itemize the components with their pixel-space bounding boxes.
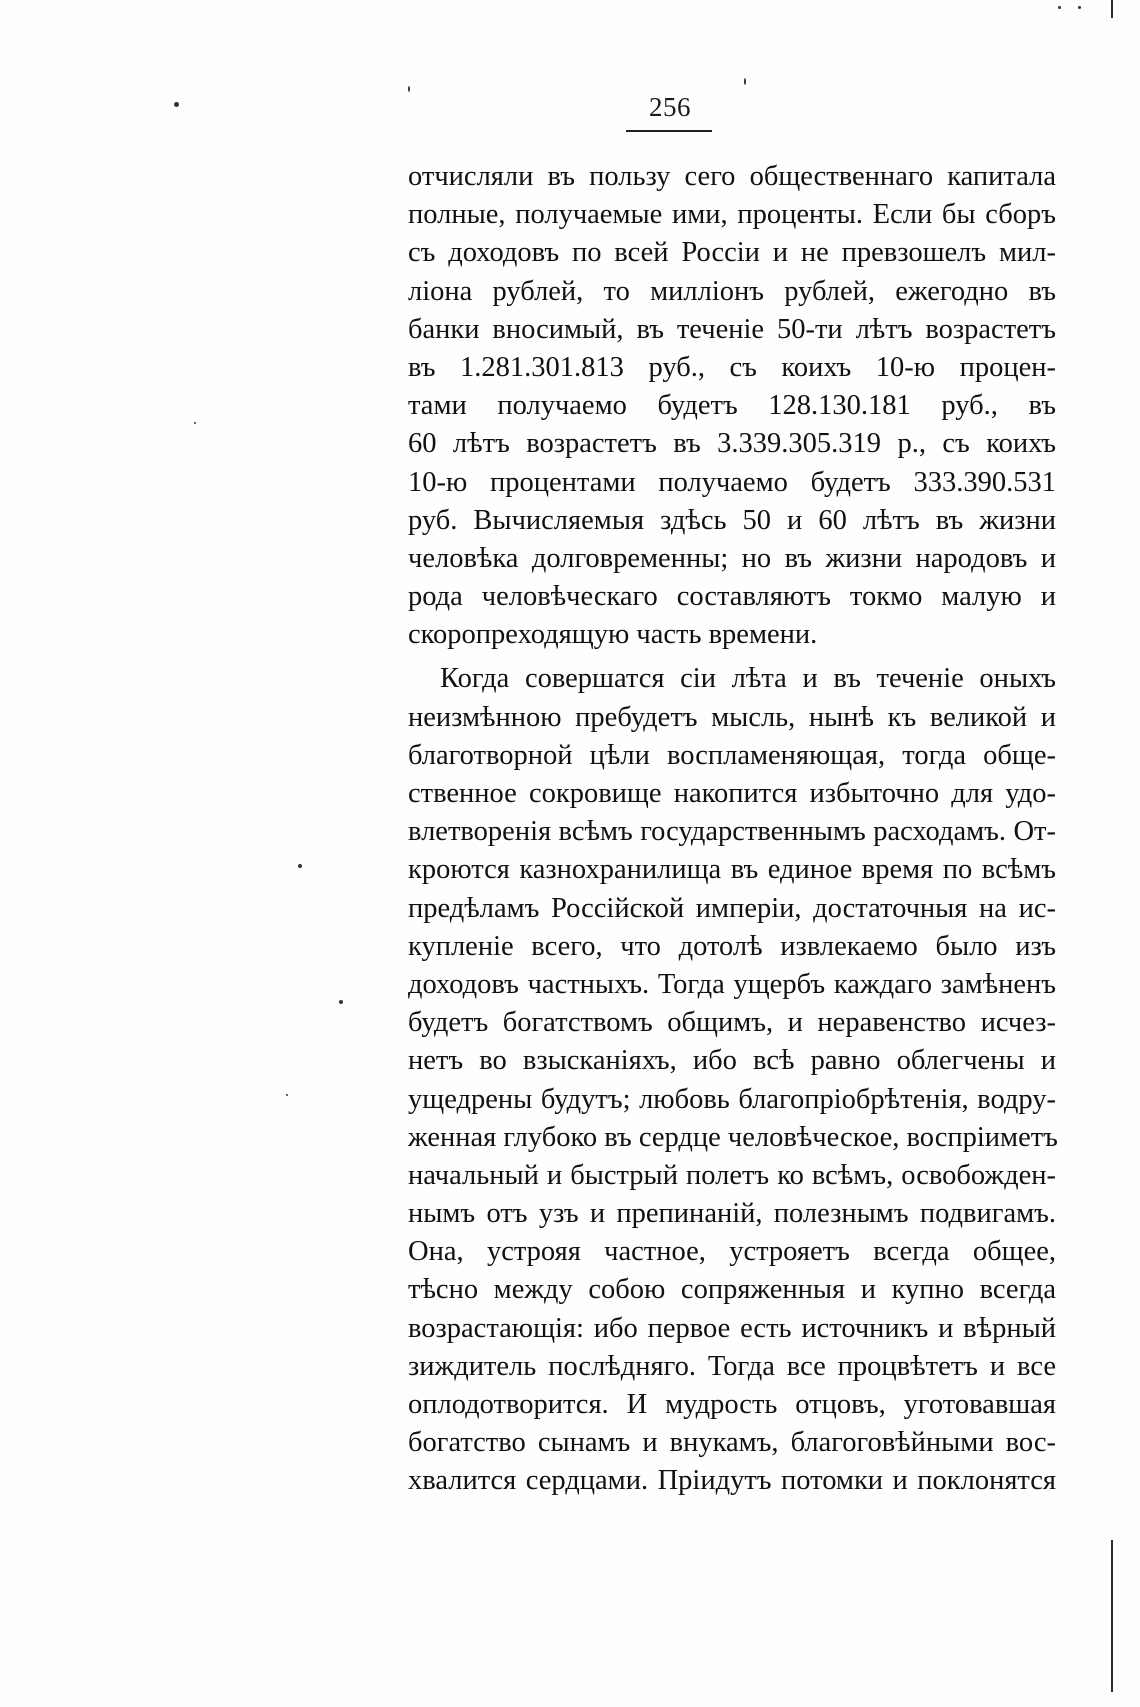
text-line: Когда совершатся сіи лѣта и въ теченіе оныхъ [440,663,1056,695]
text-line: ліона рублей, то милліонъ рублей, ежегодно въ [408,275,1056,307]
text-line: нетъ во взысканіяхъ, ибо всѣ равно облегчены и [408,1045,1056,1077]
text-line: Она, устрояя частное, устрояетъ всегда общее, [408,1236,1056,1268]
scan-edge-line [1111,1540,1113,1692]
scan-speck [286,1094,288,1096]
scan-speck [174,102,179,107]
scan-speck [339,1000,343,1004]
scan-speck [298,864,302,868]
text-line: нымъ отъ узъ и препинаній, полезнымъ подвигамъ. [408,1198,1056,1230]
paragraph-2 [408,660,1056,1500]
text-line: руб. Вычисляемыя здѣсь 50 и 60 лѣтъ въ жизни [408,504,1056,536]
text-line: возрастающія: ибо первое есть источникъ и вѣрный [408,1312,1056,1344]
text-line: скоропреходящую часть времени. [408,619,818,651]
text-line: отчисляли въ пользу сего общественнаго капитала [408,161,1056,192]
text-line: благотворной цѣли воспламеняющая, тогда обще- [408,739,1056,771]
paragraph-1 [408,158,1056,654]
text-line: тами получаемо будетъ 128.130.181 руб., въ [408,390,1056,422]
text-line: будетъ богатствомъ общимъ, и неравенство исчез- [408,1007,1056,1039]
text-line: тѣсно между собою сопряженныя и купно всегда [408,1274,1056,1306]
text-line: 10-ю процентами получаемо будетъ 333.390.531 [408,466,1056,498]
text-line: предѣламъ Россійской имперіи, достаточныя на ис- [408,892,1056,924]
page-number: 256 [649,92,691,122]
scan-edge-line [1111,0,1113,18]
text-line: хвалится сердцами. Пріидутъ потомки и поклонятся [408,1465,1056,1497]
page-number-rule [626,130,712,132]
scan-speck [744,78,746,85]
text-line: полные, получаемые ими, проценты. Если бы сборъ [408,199,1056,231]
text-line: банки вносимый, въ теченіе 50-ти лѣтъ возрастетъ [408,313,1056,345]
text-line: зиждитель послѣдняго. Тогда все процвѣтетъ и все [408,1350,1056,1382]
text-line: ственное сокровище накопится избыточно для удо- [408,778,1056,809]
text-line: влетворенія всѣмъ государственнымъ расходамъ. От- [408,816,1056,848]
text-line: женная глубоко въ сердце человѣческое, воспріиметъ [408,1121,1058,1153]
scan-speck [408,86,410,92]
text-line: кроются казнохранилища въ единое время по всѣмъ [408,854,1056,886]
text-line: неизмѣнною пребудетъ мысль, нынѣ къ великой и [408,701,1056,733]
body-text [408,158,1056,1501]
text-line: купленіе всего, что дотолѣ извлекаемо было изъ [408,930,1056,962]
text-line: въ 1.281.301.813 руб., съ коихъ 10-ю процен- [408,351,1056,383]
text-line: богатство сынамъ и внукамъ, благоговѣйными вос- [408,1427,1056,1459]
text-line: ущедрены будутъ; любовь благопріобрѣтенія, водру- [408,1083,1056,1115]
scan-speck [1058,6,1061,9]
text-line: рода человѣческаго составляютъ токмо малую и [408,581,1056,613]
text-line: 60 лѣтъ возрастетъ въ 3.339.305.319 р., съ коихъ [408,428,1056,460]
text-line: начальный и быстрый полетъ ко всѣмъ, освобожден- [408,1159,1056,1191]
text-line: человѣка долговременны; но въ жизни народовъ и [408,542,1056,574]
text-line: оплодотворится. И мудрость отцовъ, уготовавшая [408,1389,1056,1420]
text-line: съ доходовъ по всей Россіи и не превзошелъ мил- [408,237,1056,269]
scan-speck [194,422,196,424]
text-line: доходовъ частныхъ. Тогда ущербъ каждаго замѣненъ [408,968,1056,1000]
scan-speck [1078,6,1081,9]
